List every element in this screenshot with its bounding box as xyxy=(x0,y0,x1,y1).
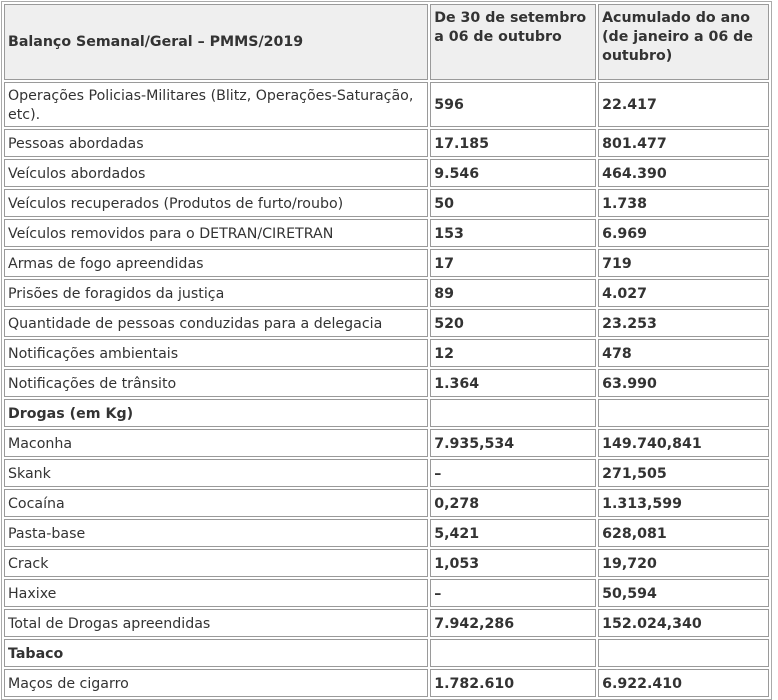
row-year-value: 1.738 xyxy=(598,189,769,217)
row-label: Armas de fogo apreendidas xyxy=(4,249,428,277)
row-week-value: 7.942,286 xyxy=(430,609,596,637)
row-week-value: 1.782.610 xyxy=(430,669,596,697)
section-heading: Drogas (em Kg) xyxy=(4,399,428,427)
row-week-value: 1.364 xyxy=(430,369,596,397)
row-week-value: 596 xyxy=(430,82,596,127)
row-week-value: 9.546 xyxy=(430,159,596,187)
row-label: Cocaína xyxy=(4,489,428,517)
row-year-value: 23.253 xyxy=(598,309,769,337)
row-year-value: 4.027 xyxy=(598,279,769,307)
row-week-value: 17.185 xyxy=(430,129,596,157)
section-row-tobacco xyxy=(4,639,769,667)
row-label: Veículos recuperados (Produtos de furto/roubo) xyxy=(4,189,428,217)
table-row xyxy=(4,369,769,397)
row-year-value: 50,594 xyxy=(598,579,769,607)
row-week-value: 89 xyxy=(430,279,596,307)
row-label: Pasta-base xyxy=(4,519,428,547)
table-row xyxy=(4,429,769,457)
row-label: Notificações ambientais xyxy=(4,339,428,367)
row-year-value: 271,505 xyxy=(598,459,769,487)
row-week-value: 12 xyxy=(430,339,596,367)
row-label: Notificações de trânsito xyxy=(4,369,428,397)
row-week-value: 7.935,534 xyxy=(430,429,596,457)
row-year-value: 801.477 xyxy=(598,129,769,157)
row-label: Pessoas abordadas xyxy=(4,129,428,157)
row-year-value: 19,720 xyxy=(598,549,769,577)
row-year-value xyxy=(598,639,769,667)
table-row xyxy=(4,549,769,577)
row-year-value xyxy=(598,399,769,427)
row-year-value: 63.990 xyxy=(598,369,769,397)
row-label: Prisões de foragidos da justiça xyxy=(4,279,428,307)
row-week-value: 1,053 xyxy=(430,549,596,577)
row-week-value: – xyxy=(430,579,596,607)
row-week-value xyxy=(430,639,596,667)
table-header-row xyxy=(4,4,769,80)
table-row xyxy=(4,339,769,367)
table-row xyxy=(4,489,769,517)
section-row-drugs xyxy=(4,399,769,427)
table-row xyxy=(4,519,769,547)
row-year-value: 152.024,340 xyxy=(598,609,769,637)
row-week-value: 5,421 xyxy=(430,519,596,547)
row-label: Veículos abordados xyxy=(4,159,428,187)
row-year-value: 464.390 xyxy=(598,159,769,187)
table-row xyxy=(4,82,769,127)
row-label: Quantidade de pessoas conduzidas para a delegacia xyxy=(4,309,428,337)
table-row xyxy=(4,579,769,607)
table-row xyxy=(4,669,769,697)
row-year-value: 149.740,841 xyxy=(598,429,769,457)
row-year-value: 628,081 xyxy=(598,519,769,547)
row-label: Maconha xyxy=(4,429,428,457)
row-week-value: 520 xyxy=(430,309,596,337)
row-week-value: 17 xyxy=(430,249,596,277)
table-row xyxy=(4,129,769,157)
balance-table xyxy=(1,1,772,700)
row-label: Veículos removidos para o DETRAN/CIRETRAN xyxy=(4,219,428,247)
table-row xyxy=(4,459,769,487)
table-row xyxy=(4,249,769,277)
header-title: Balanço Semanal/Geral – PMMS/2019 xyxy=(4,4,428,80)
row-label: Skank xyxy=(4,459,428,487)
row-label: Crack xyxy=(4,549,428,577)
row-week-value: 153 xyxy=(430,219,596,247)
row-label: Operações Policias-Militares (Blitz, Operações-Saturação, etc). xyxy=(4,82,428,127)
row-week-value xyxy=(430,399,596,427)
row-year-value: 6.922.410 xyxy=(598,669,769,697)
row-label: Total de Drogas apreendidas xyxy=(4,609,428,637)
table-row xyxy=(4,159,769,187)
row-week-value: 0,278 xyxy=(430,489,596,517)
row-year-value: 22.417 xyxy=(598,82,769,127)
table-row xyxy=(4,219,769,247)
table-row-total-drugs xyxy=(4,609,769,637)
table-row xyxy=(4,279,769,307)
row-week-value: – xyxy=(430,459,596,487)
header-year: Acumulado do ano (de janeiro a 06 de outubro) xyxy=(598,4,769,80)
table-row xyxy=(4,189,769,217)
header-week: De 30 de setembro a 06 de outubro xyxy=(430,4,596,80)
section-heading: Tabaco xyxy=(4,639,428,667)
row-week-value: 50 xyxy=(430,189,596,217)
row-year-value: 719 xyxy=(598,249,769,277)
row-year-value: 6.969 xyxy=(598,219,769,247)
row-label: Haxixe xyxy=(4,579,428,607)
row-label: Maços de cigarro xyxy=(4,669,428,697)
row-year-value: 478 xyxy=(598,339,769,367)
row-year-value: 1.313,599 xyxy=(598,489,769,517)
table-row xyxy=(4,309,769,337)
